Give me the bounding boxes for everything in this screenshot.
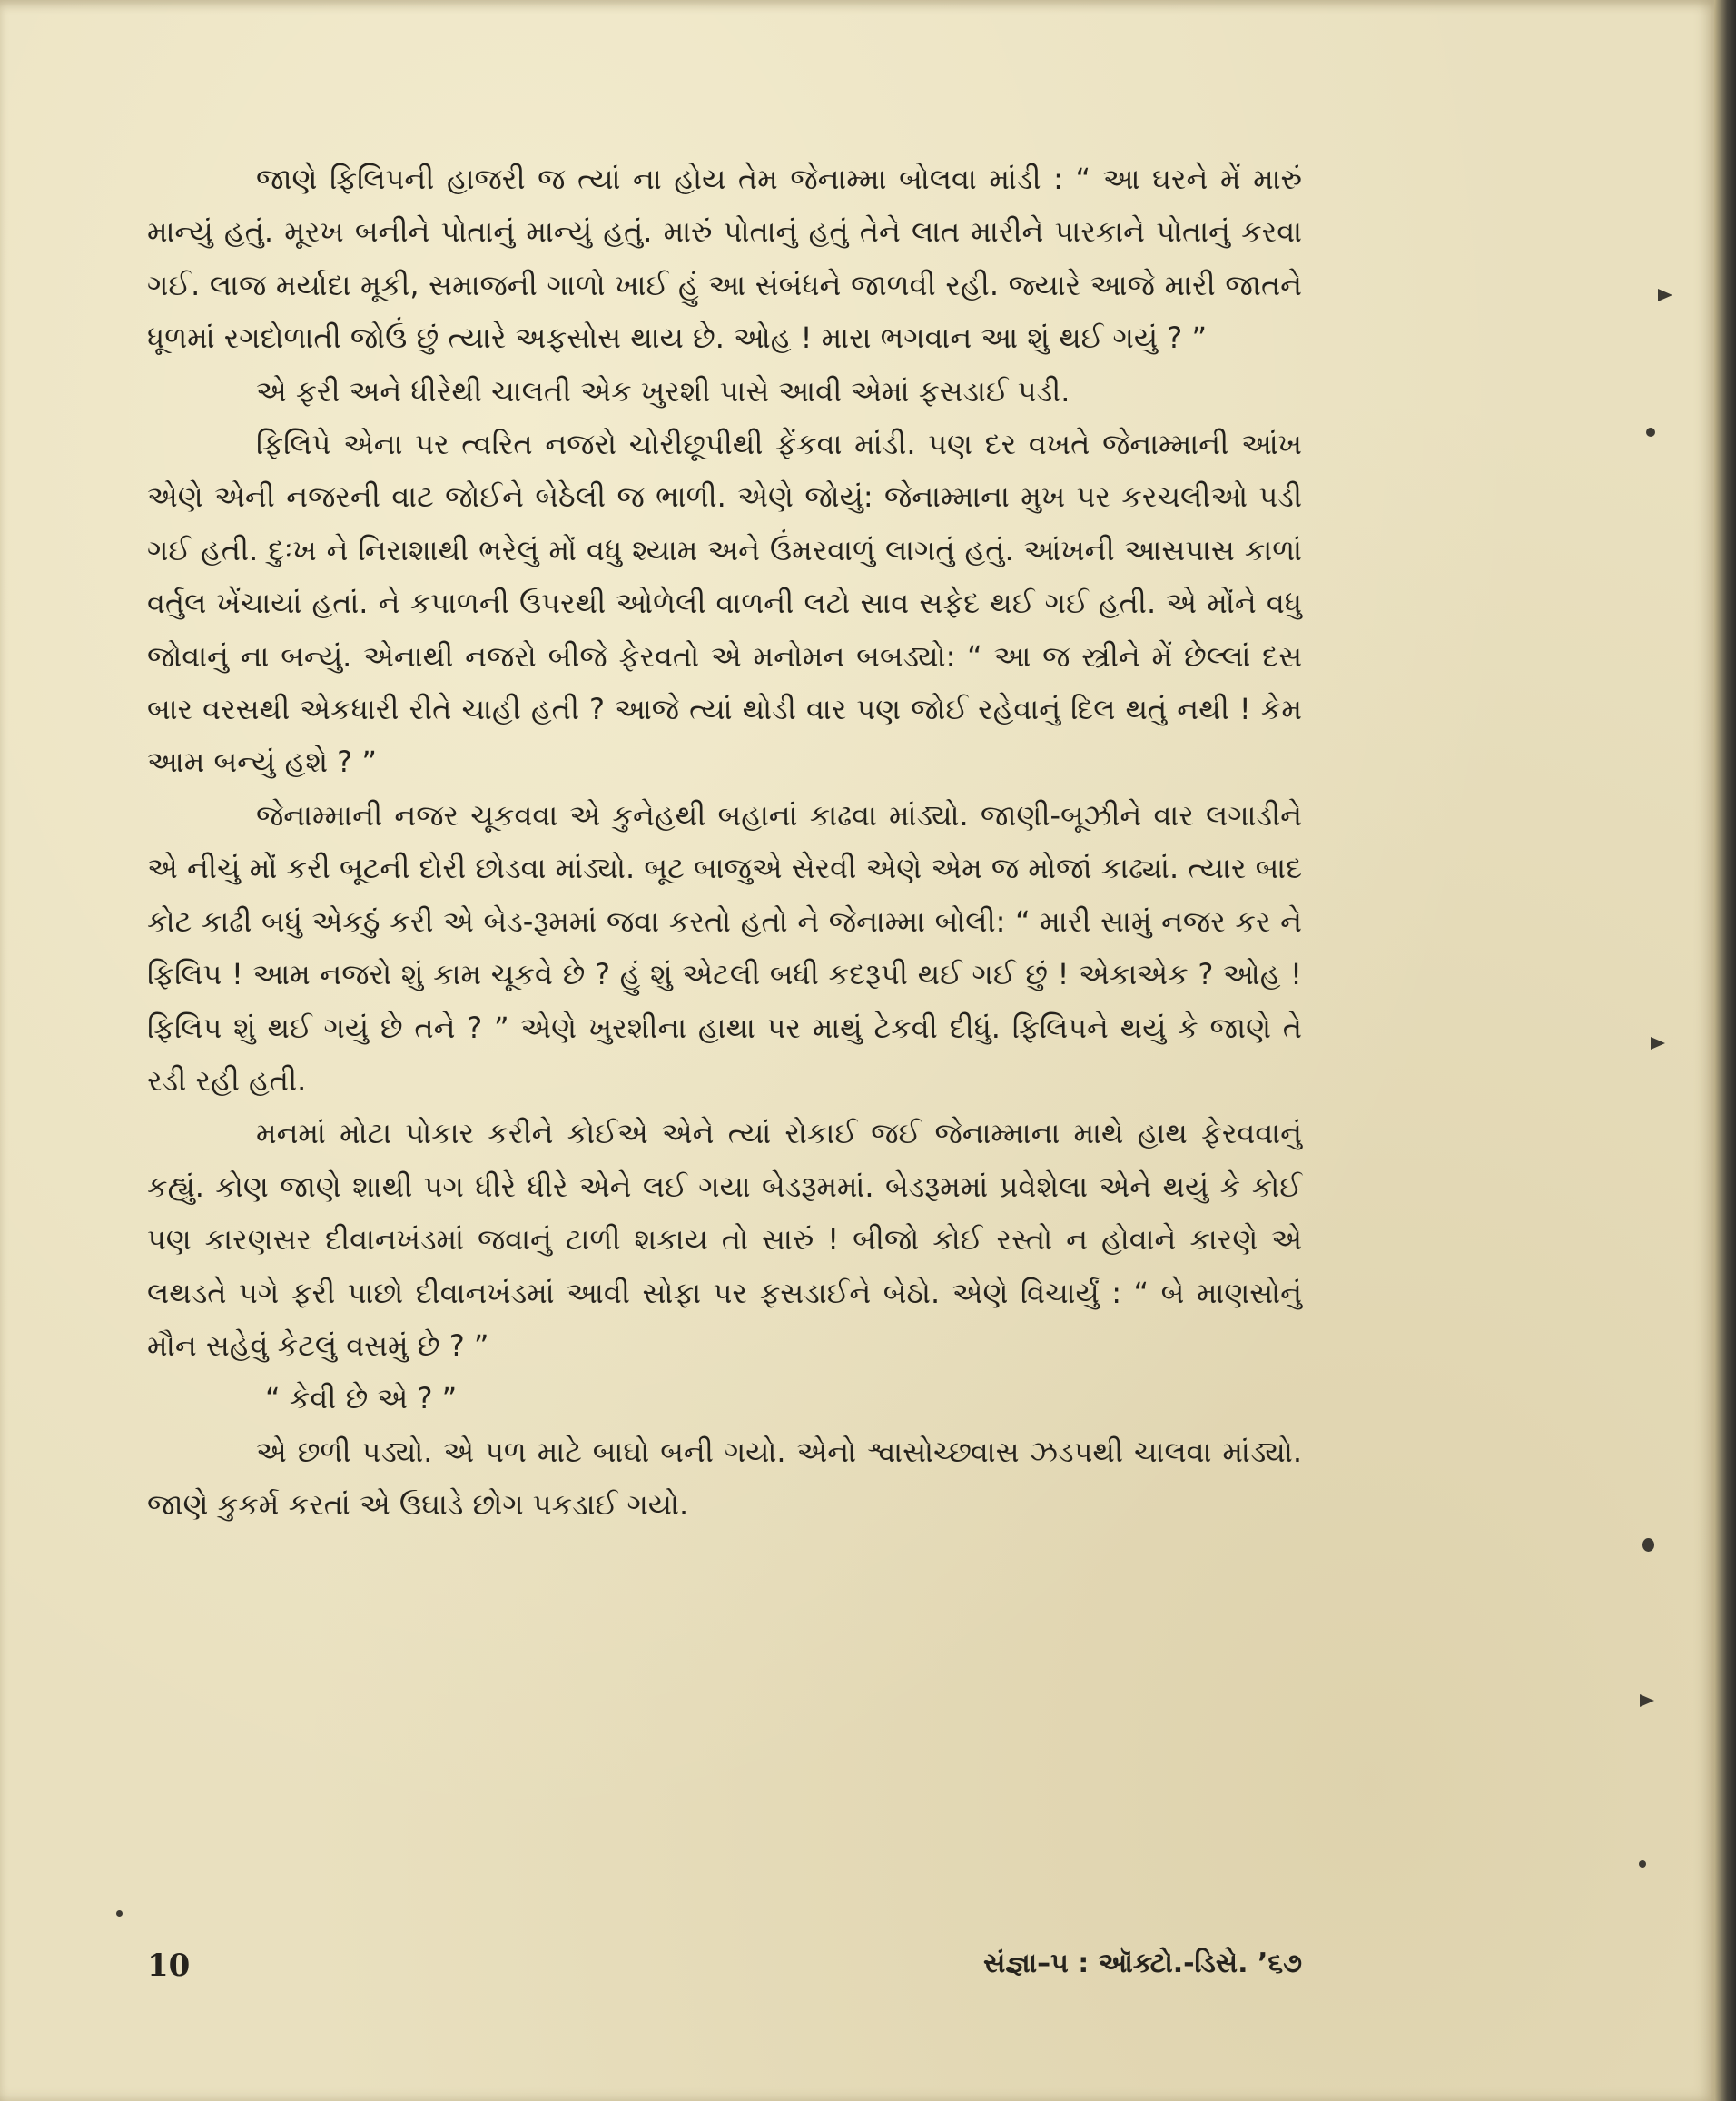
page-edge xyxy=(1714,0,1736,2101)
margin-dot-icon xyxy=(1639,1860,1646,1868)
margin-mark-icon xyxy=(1658,289,1672,301)
paragraph-6: “ કેવી છે એ ? ” xyxy=(265,1381,458,1416)
paragraph-2: એ ફરી અને ધીરેથી ચાલતી એક ખુરશી પાસે આવી એમાં ફસડાઈ પડી. xyxy=(256,373,1070,409)
page-number: 10 xyxy=(147,1948,191,1984)
margin-mark-icon xyxy=(1640,1694,1654,1707)
page-footer xyxy=(147,1948,1302,1993)
body-text xyxy=(147,153,1302,1532)
margin-mark-icon xyxy=(1651,1037,1665,1050)
paragraph-4: જેનામ્માની નજર ચૂકવવા એ કુનેહથી બહાનાં કાઢવા માંડ્યો. જાણી-બૂઝીને વાર લગાડીને એ નીચું મોં કરી બૂટની દોરી છોડવા માંડ્યો. બૂટ બાજુએ સેરવી એણે એમ જ મોજાં કાઢ્યાં. ત્યાર બાદ કોટ કાઢી બધું એકઠું કરી એ બેડ-રૂમમાં જવા કરતો હતો ને જેનામ્મા બોલી: “ મારી સામું નજર કર ને ફિલિપ ! આમ નજરો શું કામ ચૂકવે છે ? હું શું એટલી બધી કદરૂપી થઈ ગઈ છું ! એકાએક ? ઓહ ! ફિલિપ શું થઈ ગયું છે તને ? ” એણે ખુરશીના હાથા પર માથું ટેકવી દીધું. ફિલિપને થયું કે જાણે તે રડી રહી હતી. xyxy=(147,797,1302,1098)
margin-dot-icon xyxy=(1642,1538,1654,1552)
paragraph-3: ફિલિપે એના પર ત્વરિત નજરો ચોરીછૂપીથી ફેંકવા માંડી. પણ દર વખતે જેનામ્માની આંખ એણે એની નજરની વાટ જોઈને બેઠેલી જ ભાળી. એણે જોયું: જેનામ્માના મુખ પર કરચલીઓ પડી ગઈ હતી. દુઃખ ને નિરાશાથી ભરેલું મોં વધુ શ્યામ અને ઉંમરવાળું લાગતું હતું. આંખની આસપાસ કાળાં વર્તુલ ખેંચાયાં હતાં. ને કપાળની ઉપરથી ઓળેલી વાળની લટો સાવ સફેદ થઈ ગઈ હતી. એ મોંને વધુ જોવાનું ના બન્યું. એનાથી નજરો બીજે ફેરવતો એ મનોમન બબડ્યો: “ આ જ સ્ત્રીને મેં છેલ્લાં દસ બાર વરસથી એકધારી રીતે ચાહી હતી ? આજે ત્યાં થોડી વાર પણ જોઈ રહેવાનું દિલ થતું નથી ! કેમ આમ બન્યું હશે ? ” xyxy=(147,427,1302,780)
paragraph-1: જાણે ફિલિપની હાજરી જ ત્યાં ના હોય તેમ જેનામ્મા બોલવા માંડી : “ આ ઘરને મેં મારું માન્યું હતું. મૂરખ બનીને પોતાનું માન્યું હતું. મારું પોતાનું હતું તેને લાત મારીને પારકાને પોતાનું કરવા ગઈ. લાજ મર્યાદા મૂકી, સમાજની ગાળો ખાઈ હું આ સંબંધને જાળવી રહી. જ્યારે આજે મારી જાતને ધૂળમાં રગદોળાતી જોઉં છું ત્યારે અફસોસ થાય છે. ઓહ ! મારા ભગવાન આ શું થઈ ગયું ? ” xyxy=(147,162,1302,356)
running-footer: સંજ્ઞા–૫ : ઑક્ટો.-ડિસે. ’૬૭ xyxy=(982,1948,1302,1979)
margin-dot-icon xyxy=(116,1910,123,1917)
paragraph-5: મનમાં મોટા પોકાર કરીને કોઈએ એને ત્યાં રોકાઈ જઈ જેનામ્માના માથે હાથ ફેરવવાનું કહ્યું. કોણ જાણે શાથી પગ ધીરે ધીરે એને લઈ ગયા બેડરૂમમાં. બેડરૂમમાં પ્રવેશેલા એને થયું કે કોઈ પણ કારણસર દીવાનખંડમાં જવાનું ટાળી શકાય તો સારું ! બીજો કોઈ રસ્તો ન હોવાને કારણે એ લથડતે પગે ફરી પાછો દીવાનખંડમાં આવી સોફા પર ફસડાઈને બેઠો. એણે વિચાર્યું : “ બે માણસોનું મૌન સહેવું કેટલું વસમું છે ? ” xyxy=(147,1116,1302,1363)
margin-dot-icon xyxy=(1646,428,1655,437)
paragraph-7: એ છળી પડ્યો. એ પળ માટે બાઘો બની ગયો. એનો શ્વાસોચ્છ્વાસ ઝડપથી ચાલવા માંડ્યો. જાણે કુકર્મ કરતાં એ ઉઘાડે છોગ પકડાઈ ગયો. xyxy=(147,1434,1302,1523)
